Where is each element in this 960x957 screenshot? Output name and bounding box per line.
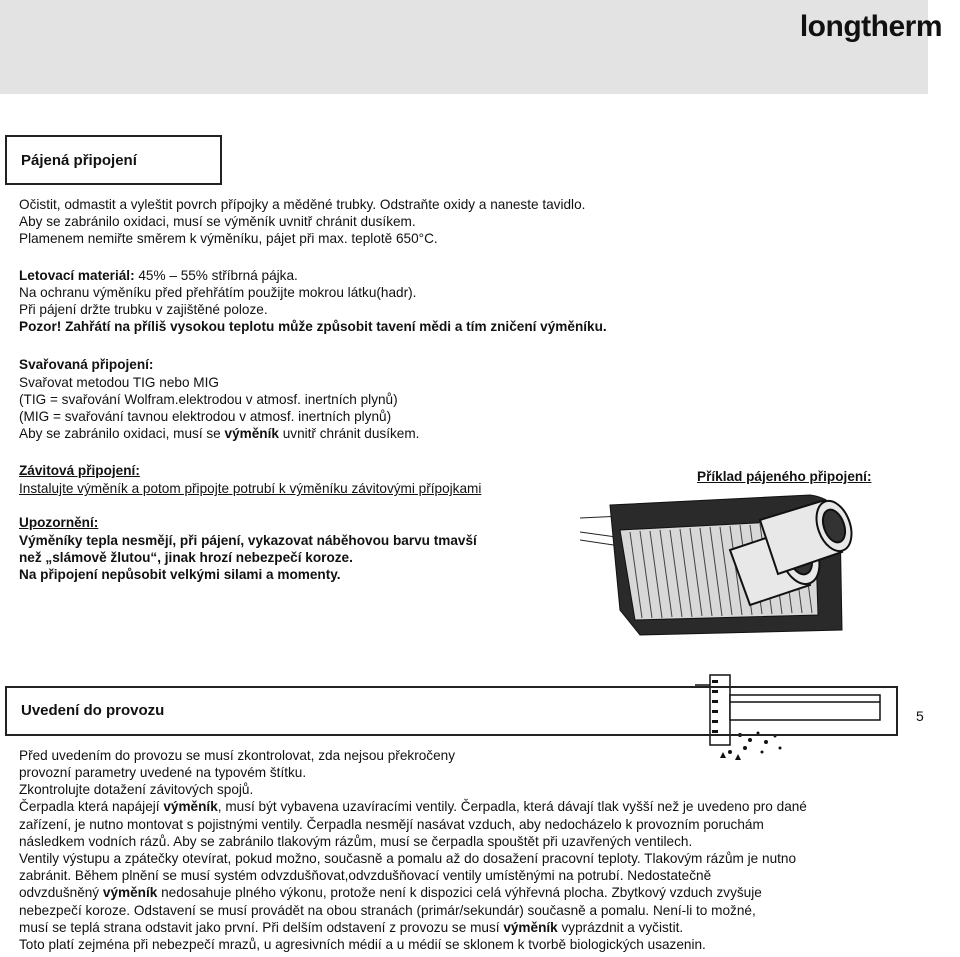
paragraph-line: Očistit, odmastit a vyleštit povrch přípojky a měděné trubky. Odstraňte oxidy a naneste tavidlo. [19, 197, 586, 212]
paragraph-line: provozní parametry uvedené na typovém štítku. [19, 765, 307, 780]
text-span-bold: výměník [102, 885, 158, 900]
paragraph-line: Svařovat metodou TIG nebo MIG [19, 375, 219, 390]
figure-caption: Příklad pájeného připojení: [697, 469, 872, 484]
paragraph-line: Před uvedením do provozu se musí zkontrolovat, zda nejsou překročeny [19, 748, 455, 763]
text-span: Čerpadla která napájejí [19, 799, 164, 814]
solder-label: Letovací materiál: [19, 268, 135, 283]
notice-line: Výměníky tepla nesmějí, při pájení, vykazovat náběhovou barvu tmavší [19, 533, 477, 548]
page-number: 5 [916, 708, 924, 724]
text-span-bold: výměník [163, 799, 218, 814]
notice-line: než „slámově žlutou“, jinak hrozí nebezpečí koroze. [19, 550, 353, 565]
paragraph-line: nebezpečí koroze. Odstavení se musí provádět na obou stranách (primár/sekundár) současně a pomalu. Není-li to možné, [19, 903, 756, 918]
paragraph-line [19, 885, 762, 902]
paragraph-line [19, 799, 807, 816]
text-span-bold: výměník [503, 920, 558, 935]
notice-heading: Upozornění: [19, 515, 99, 530]
text-span-bold: výměník [224, 426, 279, 441]
threaded-line: Instalujte výměník a potom připojte potrubí k výměníku závitovými přípojkami [19, 481, 482, 496]
paragraph-line: zabránit. Během plnění se musí systém odvzdušňovat,odvzdušňovací ventily umístěnými na potrubí. Nedostatečně [19, 868, 712, 883]
paragraph-line: Ventily výstupu a zpátečky otevírat, pokud možno, současně a pomalu až do dosažení pracovní teploty. Tlakovým rázům je nutno [19, 851, 797, 866]
paragraph-line: (MIG = svařování tavnou elektrodou v atmosf. inertních plynů) [19, 409, 392, 424]
section-heading: Pájená připojení [21, 152, 137, 169]
text-span: Aby se zabránilo oxidaci, musí se [19, 426, 225, 441]
paragraph-line [19, 920, 683, 937]
paragraph-line: Zkontrolujte dotažení závitových spojů. [19, 782, 254, 797]
text-span: vyprázdnit a vyčistit. [557, 920, 684, 935]
threaded-heading: Závitová připojení: [19, 463, 140, 478]
header-bar [0, 0, 928, 94]
paragraph-line: Toto platí zejména při nebezpečí mrazů, u agresivních médií a u médií se sklonem k tvorbě biologických usazenin. [19, 937, 706, 952]
solder-value: 45% – 55% stříbrná pájka. [134, 268, 298, 283]
paragraph-line [19, 426, 419, 443]
paragraph-line: Na ochranu výměníku před přehřátím použijte mokrou látku(hadr). [19, 285, 417, 300]
paragraph-line: Plamenem nemiřte směrem k výměníku, pájet při max. teplotě 650°C. [19, 231, 438, 246]
text-span: odvzdušněný [19, 885, 103, 900]
solder-material-line [19, 268, 298, 285]
brand-logo: longtherm [799, 10, 942, 43]
text-span: , musí být vybavena uzavíracími ventily. Čerpadla, která dávají tlak vyšší než je uvedeno pro dané [217, 799, 807, 814]
paragraph-line: Aby se zabránilo oxidaci, musí se výměník uvnitř chránit dusíkem. [19, 214, 416, 229]
text-span: musí se teplá strana odstavit jako první. Při delším odstavení z provozu se musí [19, 920, 504, 935]
welded-heading: Svařovaná připojení: [19, 357, 154, 372]
text-span: nedosahuje plného výkonu, protože není k dispozici celá výhřevná plocha. Zbytkový vzduch zvyšuje [157, 885, 762, 900]
notice-line: Na připojení nepůsobit velkými silami a momenty. [19, 567, 341, 582]
section-heading-box-commissioning [5, 686, 898, 736]
paragraph-line: následkem vodních rázů. Aby se zabránilo tlakovým rázům, musí se čerpadla spouštět při uzavřených ventilech. [19, 834, 693, 849]
section-heading-box-soldered [5, 135, 222, 185]
paragraph-line: zařízení, je nutno montovat s pojistnými ventily. Čerpadla nesmějí nasávat vzduch, aby nedocházelo k provozním poruchám [19, 817, 764, 832]
warning-line: Pozor! Zahřátí na příliš vysokou teplotu může způsobit tavení mědi a tím zničení výměníku. [19, 319, 607, 334]
paragraph-line: Při pájení držte trubku v zajištěné poloze. [19, 302, 268, 317]
text-span: uvnitř chránit dusíkem. [278, 426, 420, 441]
paragraph-line: (TIG = svařování Wolfram.elektrodou v atmosf. inertních plynů) [19, 392, 398, 407]
section-heading: Uvedení do provozu [21, 702, 165, 719]
